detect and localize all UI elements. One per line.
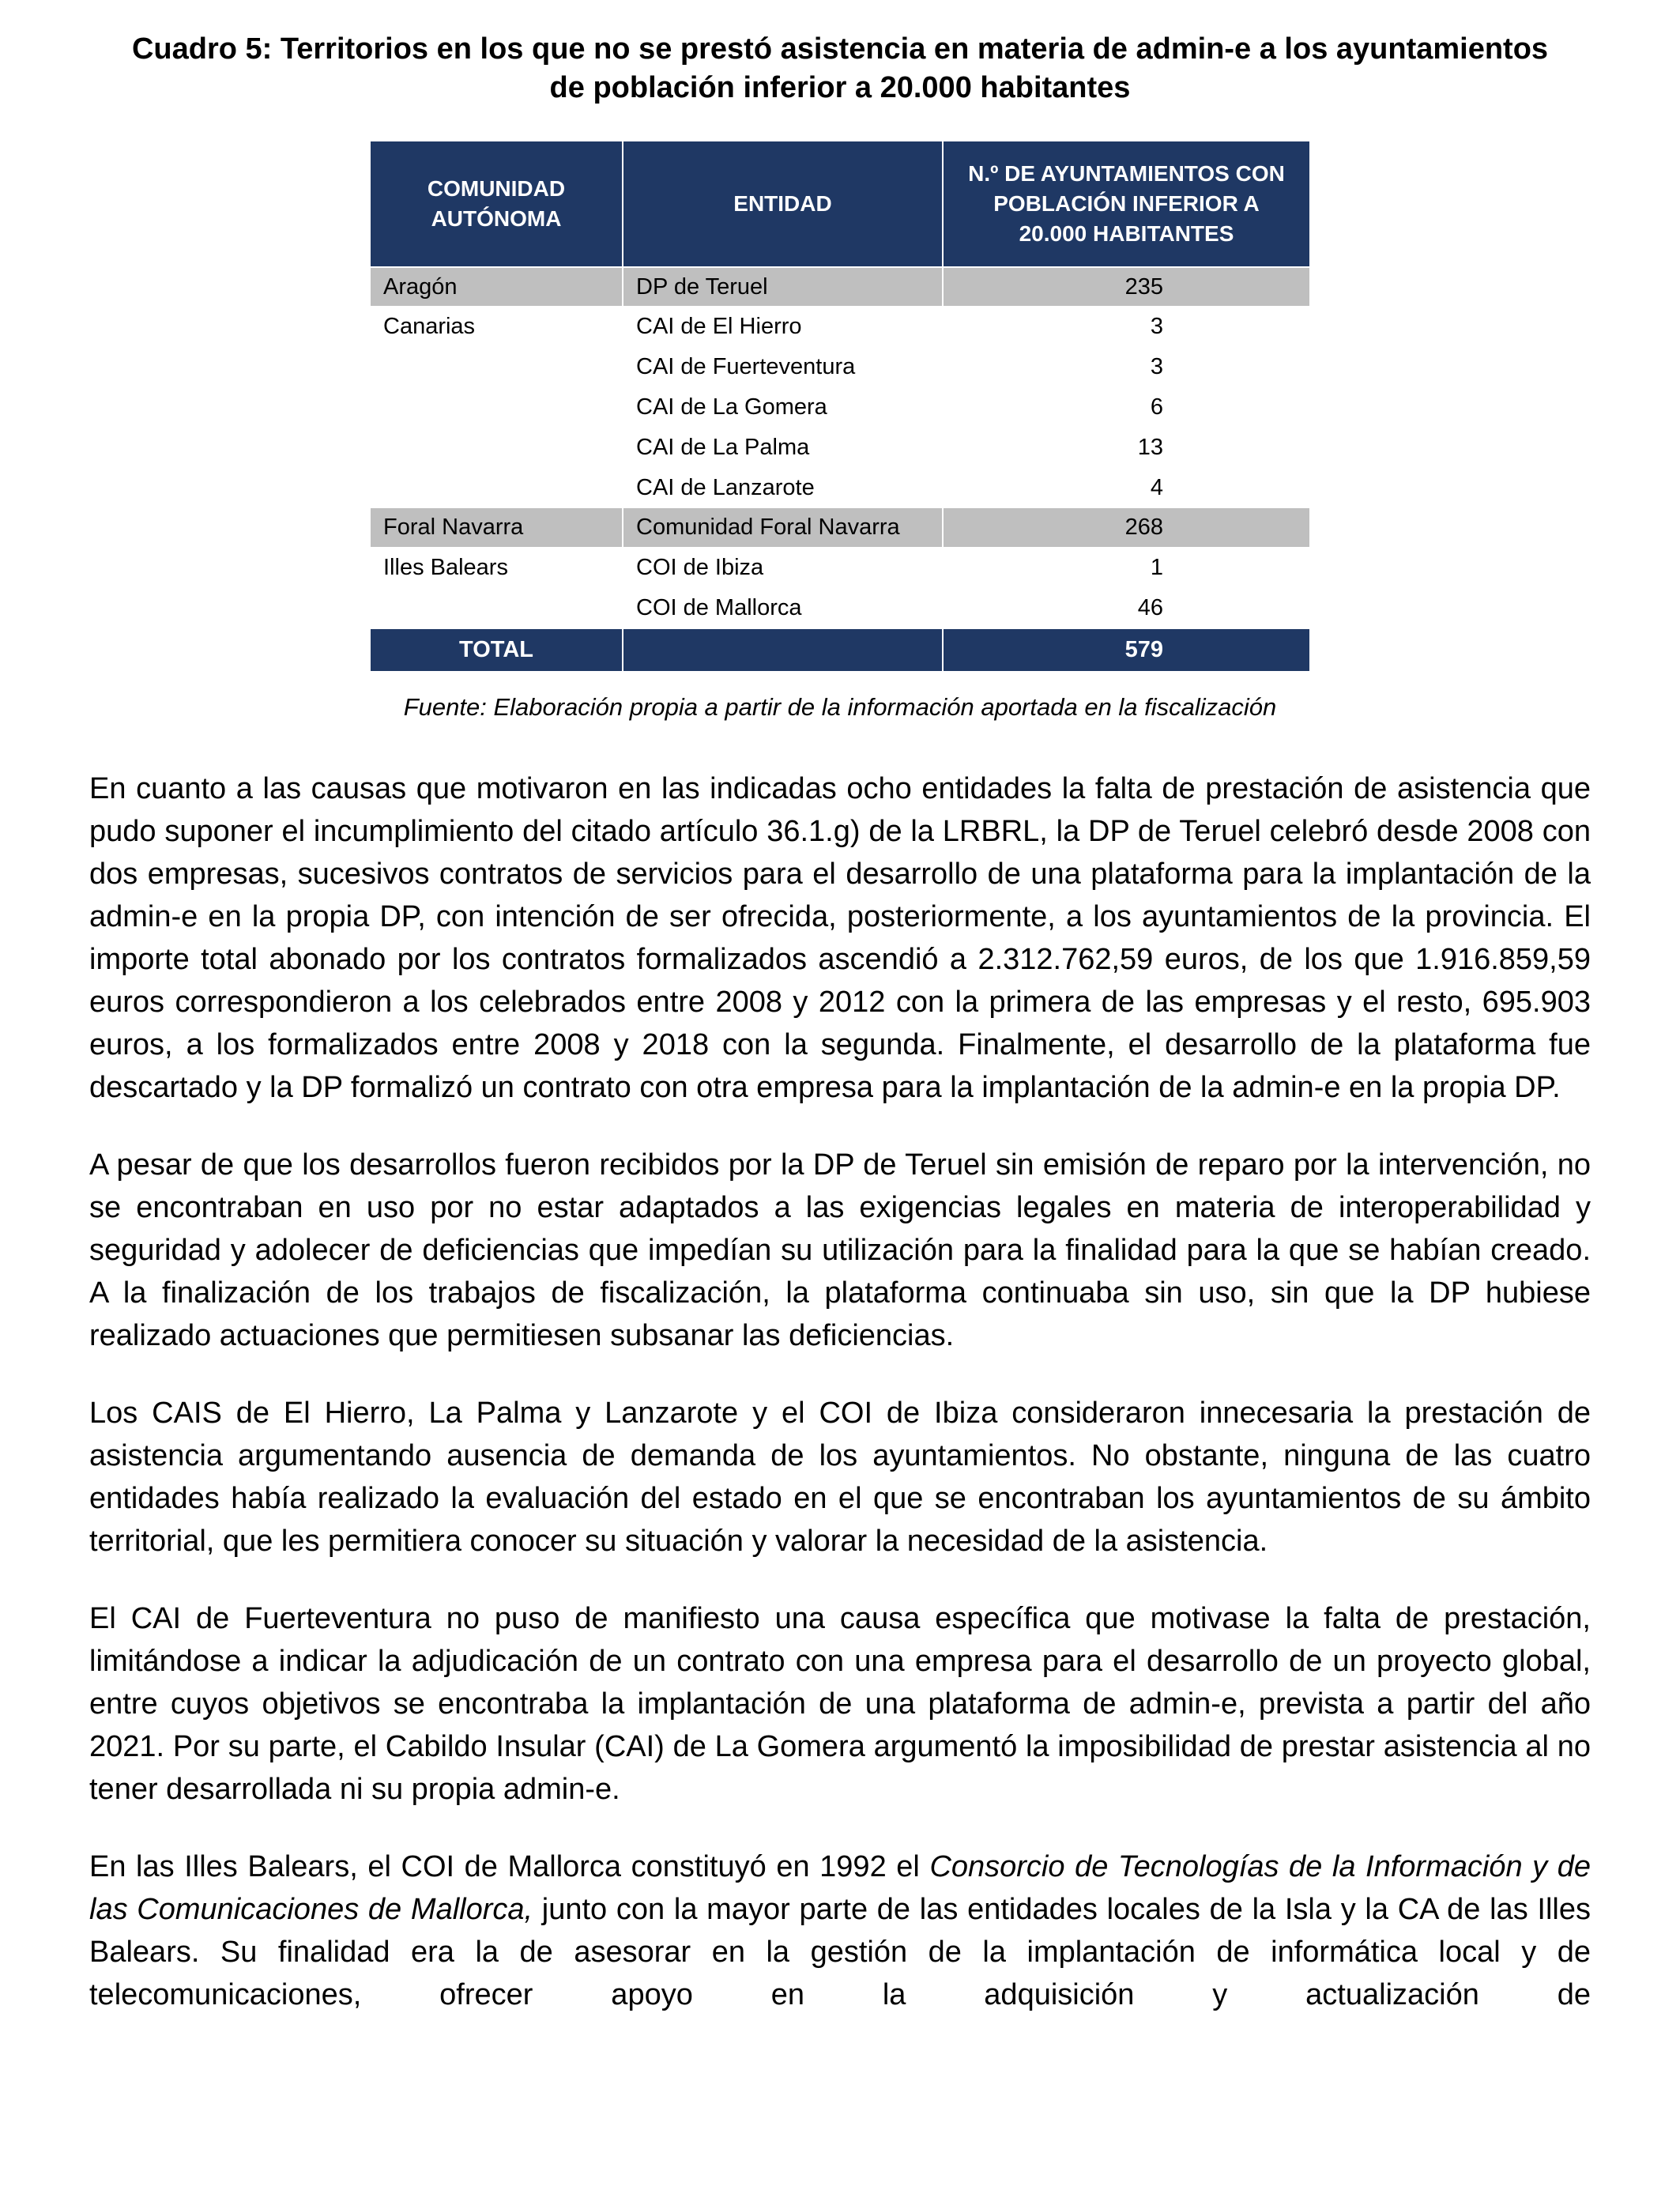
- consortium-name-italic: Consorcio de Tecnologías de la Información y de las Comunicaciones de Mallorca,: [89, 1849, 1591, 1926]
- header-num-ayuntamientos: N.º DE AYUNTAMIENTOS CON POBLACIÓN INFERIOR A 20.000 HABITANTES: [943, 141, 1310, 266]
- paragraph-5-lead: En las Illes Balears, el COI de Mallorca constituyó en 1992 el: [89, 1849, 930, 1883]
- source-note: Fuente: Elaboración propia a partir de la información aportada en la fiscalización: [403, 692, 1277, 721]
- cell-comunidad: Illes Balears: [370, 548, 623, 588]
- table-header: [370, 141, 1310, 266]
- table-row: [370, 387, 1310, 428]
- cell-valor: 46: [943, 588, 1310, 628]
- header-comunidad-autonoma: COMUNIDAD AUTÓNOMA: [370, 141, 623, 266]
- table-row: [370, 428, 1310, 468]
- cell-valor: 235: [943, 267, 1310, 307]
- cell-comunidad: Canarias: [370, 307, 623, 347]
- paragraph-2: A pesar de que los desarrollos fueron recibidos por la DP de Teruel sin emisión de reparo por la intervención, no se encontraban en uso por no estar adaptados a las exigencias legales en materia de interoperabilidad y seguridad y adolecer de deficiencias que impedían su utilización para la finalidad para la que se habían creado. A la finalización de los trabajos de fiscalización, la plataforma continuaba sin uso, sin que la DP hubiese realizado actuaciones que permitiesen subsanar las deficiencias.: [89, 1148, 1591, 1352]
- cell-valor: 268: [943, 507, 1310, 548]
- header-row: [370, 141, 1310, 266]
- cell-entidad: DP de Teruel: [623, 267, 943, 307]
- paragraph-1: En cuanto a las causas que motivaron en las indicadas ocho entidades la falta de prestación de asistencia que pudo suponer el incumplimiento del citado artículo 36.1.g) de la LRBRL, la DP de Teruel celebró desde 2008 con dos empresas, sucesivos contratos de servicios para el desarrollo de una plataforma para la implantación de la admin-e en la propia DP, con intención de ser ofrecida, posteriormente, a los ayuntamientos de la provincia. El importe total abonado por los contratos formalizados ascendió a 2.312.762,59 euros, de los que 1.916.859,59 euros correspondieron a los celebrados entre 2008 y 2012 con la primera de las empresas y el resto, 695.903 euros, a los formalizados entre 2008 y 2018 con la segunda. Finalmente, el desarrollo de la plataforma fue descartado y la DP formalizó un contrato con otra empresa para la implantación de la admin-e en la propia DP.: [89, 771, 1591, 1104]
- paragraph-3: Los CAIS de El Hierro, La Palma y Lanzarote y el COI de Ibiza consideraron innecesaria la prestación de asistencia argumentando ausencia de demanda de los ayuntamientos. No obstante, ninguna de las cuatro entidades había realizado la evaluación del estado en el que se encontraban los ayuntamientos de su ámbito territorial, que les permitiera conocer su situación y valorar la necesidad de la asistencia.: [89, 1396, 1591, 1558]
- cell-comunidad: [370, 428, 623, 468]
- cell-comunidad: [370, 387, 623, 428]
- cell-entidad: CAI de La Palma: [623, 428, 943, 468]
- cell-entidad: CAI de Lanzarote: [623, 468, 943, 508]
- total-label-cell: TOTAL: [370, 628, 623, 672]
- cell-entidad: CAI de Fuerteventura: [623, 347, 943, 387]
- cell-valor: 1: [943, 548, 1310, 588]
- cell-valor: 13: [943, 428, 1310, 468]
- cell-comunidad: Foral Navarra: [370, 507, 623, 548]
- total-spacer-cell: [623, 628, 943, 672]
- cell-valor: 4: [943, 468, 1310, 508]
- cell-entidad: CAI de El Hierro: [623, 307, 943, 347]
- total-value-cell: 579: [943, 628, 1310, 672]
- table-row: [370, 548, 1310, 588]
- table-row: [370, 307, 1310, 347]
- cell-comunidad: [370, 468, 623, 508]
- table-caption: Cuadro 5: Territorios en los que no se prestó asistencia en materia de admin-e a los ayuntamientos de población inferior a 20.000 habitantes: [131, 32, 1549, 104]
- paragraph-5: [89, 1845, 1591, 2016]
- cell-entidad: COI de Ibiza: [623, 548, 943, 588]
- assistance-table: [369, 140, 1311, 672]
- cell-entidad: CAI de La Gomera: [623, 387, 943, 428]
- table-row: [370, 588, 1310, 628]
- paragraph-4: El CAI de Fuerteventura no puso de manifiesto una causa específica que motivase la falta de prestación, limitándose a indicar la adjudicación de un contrato con una empresa para el desarrollo de un proyecto global, entre cuyos objetivos se encontraba la implantación de una plataforma de admin-e, prevista a partir del año 2021. Por su parte, el Cabildo Insular (CAI) de La Gomera argumentó la imposibilidad de prestar asistencia al no tener desarrollada ni su propia admin-e.: [89, 1601, 1591, 1806]
- table-row: [370, 267, 1310, 307]
- paragraph-5-tail: junto con la mayor parte de las entidades locales de la Isla y la CA de las Illes Balears. Su finalidad era la de asesorar en la gestión de la implantación de informática local y de telecomunicaciones, ofrecer apoyo en la adquisición y actualización de: [89, 1892, 1591, 2011]
- table-row: [370, 507, 1310, 548]
- table-body: [370, 267, 1310, 672]
- cell-comunidad: Aragón: [370, 267, 623, 307]
- cell-valor: 6: [943, 387, 1310, 428]
- cell-comunidad: [370, 347, 623, 387]
- table-row: [370, 468, 1310, 508]
- cell-entidad: Comunidad Foral Navarra: [623, 507, 943, 548]
- cell-comunidad: [370, 588, 623, 628]
- table-row: [370, 347, 1310, 387]
- cell-valor: 3: [943, 347, 1310, 387]
- cell-valor: 3: [943, 307, 1310, 347]
- cell-entidad: COI de Mallorca: [623, 588, 943, 628]
- header-entidad: ENTIDAD: [623, 141, 943, 266]
- table-total-row: [370, 628, 1310, 672]
